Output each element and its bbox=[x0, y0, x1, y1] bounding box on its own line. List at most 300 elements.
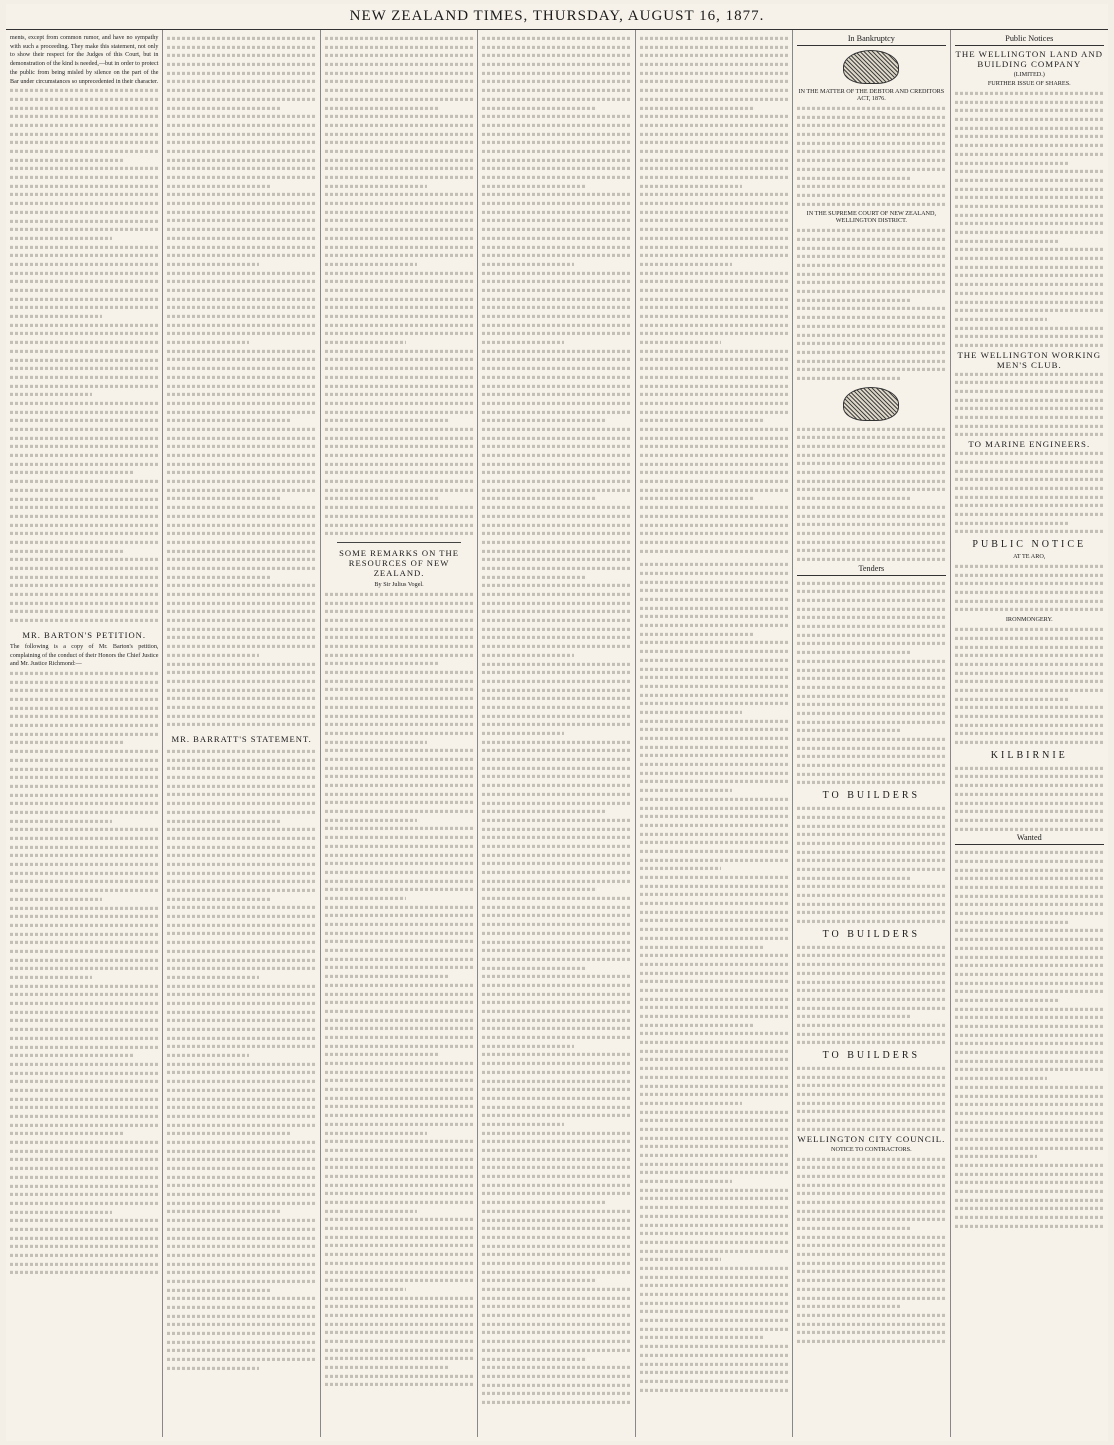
text-line bbox=[955, 591, 1104, 594]
text-line bbox=[167, 863, 315, 866]
text-line bbox=[10, 689, 158, 692]
text-line bbox=[955, 827, 1104, 830]
text-line bbox=[482, 880, 630, 883]
text-line bbox=[640, 1145, 788, 1148]
text-line bbox=[325, 827, 473, 830]
text-line bbox=[640, 46, 788, 49]
text-line bbox=[955, 955, 1104, 958]
column-5 bbox=[636, 30, 793, 1437]
text-line bbox=[482, 1140, 630, 1143]
text-line bbox=[167, 89, 315, 92]
text-line bbox=[640, 245, 788, 248]
text-line bbox=[482, 1045, 574, 1048]
text-line bbox=[167, 697, 315, 700]
text-line bbox=[325, 688, 473, 691]
text-line bbox=[167, 54, 315, 57]
text-line bbox=[167, 254, 315, 257]
text-line bbox=[482, 1192, 630, 1195]
text-line bbox=[640, 1041, 788, 1044]
text-line bbox=[955, 1138, 1104, 1141]
text-line bbox=[797, 1110, 945, 1113]
kilbirnie-heading: KILBIRNIE bbox=[990, 749, 1068, 761]
text-line bbox=[482, 1244, 630, 1247]
text-line bbox=[797, 764, 945, 767]
text-line bbox=[640, 193, 788, 196]
text-line bbox=[955, 999, 1058, 1002]
text-line bbox=[955, 407, 1104, 410]
text-line bbox=[10, 506, 158, 509]
text-line bbox=[797, 427, 945, 430]
text-line bbox=[640, 1258, 722, 1261]
text-line bbox=[10, 567, 158, 570]
text-line bbox=[955, 1007, 1104, 1010]
text-line bbox=[167, 419, 290, 422]
masthead bbox=[6, 4, 1108, 30]
text-line bbox=[955, 1207, 1104, 1210]
text-line bbox=[797, 377, 899, 380]
text-line bbox=[325, 324, 473, 327]
column-6 bbox=[793, 30, 950, 1437]
text-line bbox=[640, 815, 788, 818]
text-line bbox=[10, 1263, 158, 1266]
text-line bbox=[640, 158, 788, 161]
text-line bbox=[955, 372, 1104, 375]
text-line bbox=[167, 1341, 315, 1344]
text-line bbox=[797, 773, 945, 776]
text-line bbox=[640, 132, 788, 135]
text-line bbox=[482, 914, 630, 917]
text-line bbox=[640, 1380, 788, 1383]
text-line bbox=[797, 202, 945, 205]
text-line bbox=[167, 1332, 315, 1335]
text-line bbox=[482, 1166, 630, 1169]
text-line bbox=[640, 150, 788, 153]
text-line bbox=[482, 454, 630, 457]
text-line bbox=[482, 810, 605, 813]
text-line bbox=[797, 342, 945, 345]
text-line bbox=[482, 819, 630, 822]
text-line bbox=[482, 940, 630, 943]
text-line bbox=[482, 741, 630, 744]
text-line bbox=[482, 358, 630, 361]
text-line bbox=[797, 859, 945, 862]
text-line bbox=[640, 1232, 788, 1235]
text-line bbox=[797, 903, 945, 906]
text-line bbox=[167, 549, 315, 552]
text-line bbox=[955, 565, 1104, 568]
text-line bbox=[482, 289, 630, 292]
text-line bbox=[482, 167, 630, 170]
text-line bbox=[482, 306, 630, 309]
text-line bbox=[167, 376, 315, 379]
text-line bbox=[325, 1349, 473, 1352]
text-line bbox=[640, 1136, 788, 1139]
text-line bbox=[10, 445, 158, 448]
text-line bbox=[325, 706, 473, 709]
text-line bbox=[325, 523, 473, 526]
text-line bbox=[10, 541, 158, 544]
text-line bbox=[167, 297, 315, 300]
text-line bbox=[325, 940, 473, 943]
text-line bbox=[482, 992, 630, 995]
text-line bbox=[325, 332, 473, 335]
text-line bbox=[325, 1279, 473, 1282]
text-line bbox=[325, 1331, 473, 1334]
text-line bbox=[482, 98, 630, 101]
text-line bbox=[167, 515, 315, 518]
text-line bbox=[167, 167, 315, 170]
text-line bbox=[167, 445, 315, 448]
text-line bbox=[482, 132, 630, 135]
text-line bbox=[797, 816, 945, 819]
text-line bbox=[10, 750, 158, 753]
text-line bbox=[955, 469, 1104, 472]
text-line bbox=[482, 793, 630, 796]
text-line bbox=[797, 532, 945, 535]
text-line bbox=[325, 211, 473, 214]
text-line bbox=[797, 1279, 945, 1282]
text-line bbox=[797, 1201, 945, 1204]
text-line bbox=[955, 903, 1104, 906]
text-line bbox=[167, 880, 315, 883]
text-line bbox=[482, 1253, 630, 1256]
text-line bbox=[167, 211, 315, 214]
text-line bbox=[640, 324, 788, 327]
text-line bbox=[955, 433, 1104, 436]
text-line bbox=[167, 72, 315, 75]
royal-arms-icon-2 bbox=[843, 387, 899, 421]
text-line bbox=[10, 733, 158, 736]
text-line bbox=[955, 335, 1104, 338]
text-line bbox=[167, 306, 315, 309]
text-line bbox=[482, 211, 630, 214]
text-line bbox=[167, 837, 315, 840]
text-line bbox=[325, 63, 473, 66]
text-line bbox=[325, 497, 438, 500]
text-line bbox=[640, 376, 788, 379]
text-line bbox=[797, 1166, 945, 1169]
text-line bbox=[325, 740, 427, 743]
text-line bbox=[325, 984, 473, 987]
text-line bbox=[325, 1183, 473, 1186]
text-line bbox=[325, 185, 427, 188]
text-line bbox=[167, 1037, 315, 1040]
text-line bbox=[640, 824, 788, 827]
text-line bbox=[797, 325, 945, 328]
text-line bbox=[10, 202, 158, 205]
text-line bbox=[482, 680, 630, 683]
text-line bbox=[10, 132, 158, 135]
text-line bbox=[955, 530, 1104, 533]
text-line bbox=[167, 1288, 269, 1291]
text-line bbox=[10, 985, 158, 988]
text-line bbox=[640, 841, 788, 844]
text-line bbox=[325, 376, 473, 379]
text-line bbox=[797, 660, 945, 663]
text-line bbox=[640, 1241, 788, 1244]
wanted-notices bbox=[955, 848, 1104, 1230]
text-line bbox=[167, 767, 315, 770]
text-line bbox=[955, 973, 1104, 976]
text-line bbox=[640, 1084, 788, 1087]
text-line bbox=[10, 245, 158, 248]
text-line bbox=[325, 480, 473, 483]
text-line bbox=[325, 1027, 473, 1030]
text-line bbox=[640, 650, 788, 653]
club-notice bbox=[955, 370, 1104, 440]
text-line bbox=[955, 1173, 1104, 1176]
text-line bbox=[482, 758, 630, 761]
text-line bbox=[167, 541, 315, 544]
text-line bbox=[167, 1089, 315, 1092]
text-line bbox=[640, 789, 732, 792]
text-line bbox=[955, 1103, 1104, 1106]
text-line bbox=[325, 1088, 473, 1091]
public-notice-heading: PUBLIC NOTICE bbox=[972, 539, 1087, 550]
text-line bbox=[640, 506, 788, 509]
column-2-body-a bbox=[167, 34, 315, 729]
text-line bbox=[167, 967, 315, 970]
text-line bbox=[955, 1060, 1104, 1063]
text-line bbox=[167, 793, 315, 796]
text-line bbox=[167, 1158, 315, 1161]
text-line bbox=[640, 893, 788, 896]
text-line bbox=[797, 677, 945, 680]
text-line bbox=[167, 1045, 315, 1048]
text-line bbox=[955, 1094, 1104, 1097]
text-line bbox=[482, 1288, 630, 1291]
text-line bbox=[797, 876, 910, 879]
text-line bbox=[797, 599, 945, 602]
text-line bbox=[955, 390, 1104, 393]
text-line bbox=[482, 1331, 630, 1334]
text-line bbox=[10, 576, 158, 579]
text-line bbox=[797, 642, 945, 645]
text-line bbox=[325, 219, 473, 222]
text-line bbox=[325, 358, 473, 361]
text-line bbox=[482, 897, 630, 900]
council-notice bbox=[797, 1155, 945, 1346]
text-line bbox=[955, 706, 1104, 709]
text-line bbox=[167, 1063, 315, 1066]
te-aro-heading: AT TE ARO, bbox=[1013, 553, 1046, 560]
text-line bbox=[482, 966, 584, 969]
text-line bbox=[955, 231, 1104, 234]
text-line bbox=[325, 1375, 473, 1378]
text-line bbox=[167, 350, 315, 353]
text-line bbox=[640, 124, 788, 127]
text-line bbox=[167, 471, 315, 474]
text-line bbox=[797, 616, 945, 619]
text-line bbox=[325, 1210, 417, 1213]
text-line bbox=[10, 785, 158, 788]
text-line bbox=[797, 558, 945, 561]
text-line bbox=[167, 1002, 315, 1005]
text-line bbox=[640, 885, 788, 888]
text-line bbox=[640, 685, 788, 688]
text-line bbox=[482, 1305, 630, 1308]
text-line bbox=[482, 1201, 605, 1204]
text-line bbox=[167, 1306, 315, 1309]
text-line bbox=[482, 115, 630, 118]
text-line bbox=[482, 949, 630, 952]
text-line bbox=[482, 523, 630, 526]
text-line bbox=[10, 263, 158, 266]
text-line bbox=[325, 714, 473, 717]
text-line bbox=[640, 471, 788, 474]
text-line bbox=[640, 1275, 788, 1278]
column-4-body bbox=[482, 34, 630, 1407]
text-line bbox=[955, 608, 1104, 611]
text-line bbox=[482, 436, 630, 439]
text-line bbox=[167, 1262, 315, 1265]
column-1-body-b bbox=[10, 669, 158, 1277]
text-line bbox=[167, 98, 315, 101]
text-line bbox=[10, 384, 158, 387]
text-line bbox=[640, 858, 788, 861]
text-line bbox=[10, 1245, 158, 1248]
text-line bbox=[955, 1199, 1104, 1202]
text-line bbox=[640, 997, 788, 1000]
text-line bbox=[955, 654, 1104, 657]
text-line bbox=[640, 945, 763, 948]
text-line bbox=[482, 72, 630, 75]
debtor-act-heading: IN THE MATTER OF THE DEBTOR AND CREDITORS ACT, 1876. bbox=[798, 88, 945, 102]
text-line bbox=[955, 487, 1104, 490]
text-line bbox=[10, 480, 158, 483]
text-line bbox=[640, 1249, 788, 1252]
text-line bbox=[640, 1163, 788, 1166]
text-line bbox=[10, 707, 158, 710]
text-line bbox=[797, 1157, 945, 1160]
text-line bbox=[482, 497, 595, 500]
text-line bbox=[955, 266, 1104, 269]
text-line bbox=[482, 1114, 630, 1117]
text-line bbox=[325, 1201, 473, 1204]
text-line bbox=[167, 628, 315, 631]
text-line bbox=[325, 784, 473, 787]
text-line bbox=[10, 1176, 158, 1179]
column-1-intro: ments, except from common rumor, and have no sympathy with such a proceeding. They make this statement, not only to show their respect for the Judges of this Court, but in demonstration of the kind is needed,—but in order to protect the public from being misled by silence on the part of the Bar under circumstances so unprecedented in their character. bbox=[10, 35, 159, 85]
text-line bbox=[797, 1209, 945, 1212]
text-line bbox=[482, 984, 630, 987]
text-line bbox=[325, 923, 473, 926]
text-line bbox=[640, 702, 788, 705]
text-line bbox=[10, 532, 158, 535]
text-line bbox=[640, 497, 753, 500]
text-line bbox=[325, 1305, 473, 1308]
text-line bbox=[10, 898, 102, 901]
text-line bbox=[325, 905, 473, 908]
text-line bbox=[167, 723, 315, 726]
text-line bbox=[640, 615, 788, 618]
text-line bbox=[955, 495, 1104, 498]
text-line bbox=[325, 749, 473, 752]
text-line bbox=[167, 662, 315, 665]
text-line bbox=[10, 880, 158, 883]
text-line bbox=[10, 1115, 158, 1118]
text-line bbox=[325, 593, 473, 596]
text-line bbox=[167, 759, 315, 762]
text-line bbox=[797, 290, 945, 293]
text-line bbox=[10, 1254, 158, 1257]
text-line bbox=[797, 868, 945, 871]
text-line bbox=[482, 541, 630, 544]
text-line bbox=[167, 1123, 315, 1126]
text-line bbox=[640, 384, 788, 387]
text-line bbox=[325, 897, 407, 900]
text-line bbox=[482, 1105, 630, 1108]
text-line bbox=[640, 607, 788, 610]
text-line bbox=[797, 1015, 910, 1018]
text-line bbox=[797, 755, 945, 758]
text-line bbox=[10, 1202, 158, 1205]
text-line bbox=[482, 1366, 630, 1369]
text-line bbox=[797, 1236, 945, 1239]
text-line bbox=[325, 1044, 473, 1047]
text-line bbox=[797, 1270, 945, 1273]
bankruptcy-heading: In Bankruptcy bbox=[797, 34, 945, 46]
text-line bbox=[482, 1158, 630, 1161]
text-line bbox=[167, 1228, 315, 1231]
text-line bbox=[640, 1171, 788, 1174]
text-line bbox=[482, 1383, 630, 1386]
text-line bbox=[482, 315, 630, 318]
text-line bbox=[640, 80, 788, 83]
text-line bbox=[10, 89, 158, 92]
text-line bbox=[482, 1071, 630, 1074]
text-line bbox=[797, 738, 945, 741]
text-line bbox=[640, 641, 788, 644]
text-line bbox=[482, 463, 630, 466]
text-line bbox=[955, 1181, 1104, 1184]
text-line bbox=[797, 273, 945, 276]
text-line bbox=[10, 1106, 158, 1109]
text-line bbox=[797, 954, 945, 957]
text-line bbox=[10, 489, 158, 492]
text-line bbox=[10, 193, 158, 196]
text-line bbox=[797, 946, 945, 949]
text-line bbox=[640, 667, 788, 670]
text-line bbox=[640, 1024, 753, 1027]
text-line bbox=[167, 680, 315, 683]
text-line bbox=[10, 924, 158, 927]
text-line bbox=[482, 628, 630, 631]
text-line bbox=[955, 628, 1104, 631]
text-line bbox=[167, 610, 315, 613]
text-line bbox=[325, 775, 473, 778]
text-line bbox=[797, 729, 899, 732]
text-line bbox=[482, 106, 595, 109]
text-line bbox=[640, 1119, 788, 1122]
text-line bbox=[325, 697, 473, 700]
text-line bbox=[640, 185, 742, 188]
text-line bbox=[10, 98, 158, 101]
text-line bbox=[640, 1310, 788, 1313]
text-line bbox=[482, 732, 564, 735]
text-line bbox=[482, 1270, 630, 1273]
text-line bbox=[167, 402, 315, 405]
text-line bbox=[797, 1218, 945, 1221]
text-line bbox=[640, 1197, 788, 1200]
text-line bbox=[640, 72, 788, 75]
text-line bbox=[10, 1236, 158, 1239]
text-line bbox=[797, 686, 945, 689]
text-line bbox=[325, 601, 473, 604]
text-line bbox=[482, 124, 630, 127]
text-line bbox=[482, 1053, 630, 1056]
text-line bbox=[640, 737, 788, 740]
